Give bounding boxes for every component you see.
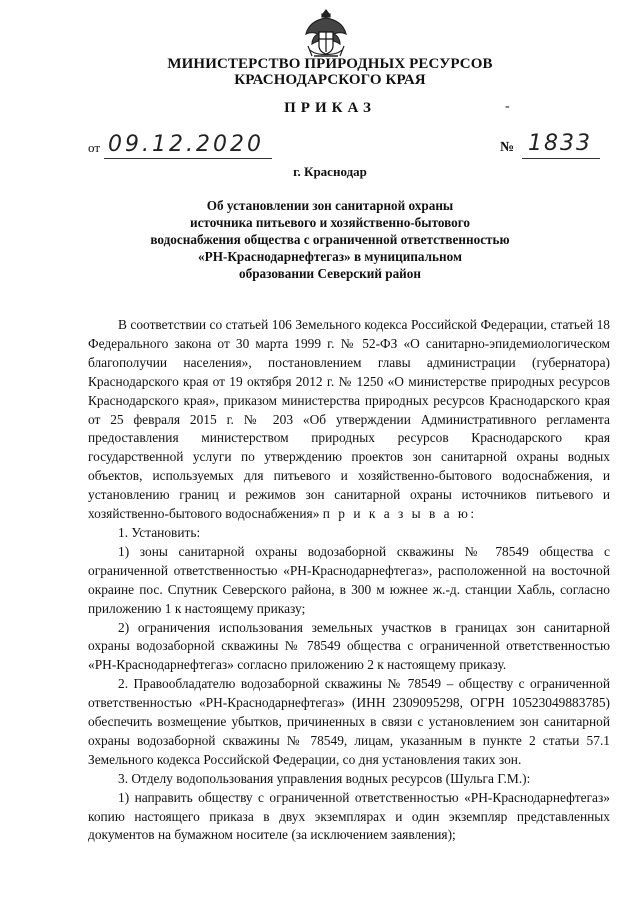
order-number: 1833 (528, 131, 592, 156)
body-paragraph: 1) направить обществу с ограниченной ответственностью «РН-Краснодарнефтегаз» копию настоящего приказа в двух экземплярах и один экземпляр представленных документов на бумажном носителе (за исключением заявления); (88, 789, 610, 843)
ministry-name (60, 56, 600, 88)
ministry-name-line1: МИНИСТЕРСТВО ПРИРОДНЫХ РЕСУРСОВ (167, 56, 493, 72)
body-paragraph: 3. Отделу водопользования управления водных ресурсов (Шульга Г.М.): (118, 770, 531, 786)
ministry-name-line2: КРАСНОДАРСКОГО КРАЯ (234, 72, 426, 88)
subject-line: источника питьевого и хозяйственно-бытового (189, 215, 471, 230)
order-body (88, 316, 610, 845)
header-dash: - (505, 99, 510, 114)
body-paragraph: 1. Установить: (118, 524, 201, 540)
city-line: г. Краснодар (293, 164, 367, 179)
coat-of-arms-emblem (300, 6, 352, 62)
body-paragraph: 2) ограничения использования земельных участков в границах зон санитарной охраны водозаборной скважины № 78549 общества с ограниченной ответственностью «РН-Краснодарнефтегаз» согласно приложению 2 к настоящему приказу. (88, 619, 610, 673)
order-verb: п р и к а з ы в а ю: (322, 506, 477, 522)
order-subject (120, 197, 540, 282)
body-paragraph: 1) зоны санитарной охраны водозаборной скважины № 78549 общества с ограниченной ответственностью «РН-Краснодарнефтегаз», расположенной на восточной окраине пос. Спутник Северского района, в 300 м южнее ж.-д. станции Хабль, согласно приложению 1 к настоящему приказу; (88, 543, 610, 616)
number-label: № (500, 140, 515, 155)
subject-line: образовании Северский район (239, 266, 421, 281)
subject-line: водоснабжения общества с ограниченной ответственностью (150, 232, 510, 247)
body-paragraph: 2. Правообладателю водозаборной скважины № 78549 – обществу с ограниченной ответственностью «РН-Краснодарнефтегаз» (ИНН 2309095298, ОГРН 1052304988378​5) обеспечить возмещение убытков, причиненных в связи с установлением зон санитарной охраны водозаборной скважины № 78549, лицам, указанным в пункте 2 статьи 57.1 Земельного кодекса Российской Федерации, со дня установления таких зон. (88, 676, 610, 767)
preamble-paragraph (88, 316, 610, 524)
order-date: 09.12.2020 (108, 132, 264, 157)
subject-line: «РН-Краснодарнефтегаз» в муниципальном (198, 249, 462, 264)
preamble-text: В соответствии со статьей 106 Земельного кодекса Российской Федерации, статьей 18 Федерального закона от 30 марта 1999 г. № 52-ФЗ «О санитарно-эпидемиологическом благополучии населения», постановлением главы администрации (губернатора) Краснодарского края от 19 октября 2012 г. № 1250 «О министерстве природных ресурсов Краснодарского края», приказом министерства природных ресурсов Краснодарского края от 25 февраля 2015 г. № 203 «Об утверждении Административного регламента предоставления министерством природных ресурсов Краснодарского края государственной услуги по утверждению проектов зон санитарной охраны водных объектов, используемых для питьевого и хозяйственно-бытового водоснабжения, и установлению границ и режимов зон санитарной охраны источников питьевого и хозяйственно-бытового водоснабжения» (88, 317, 610, 522)
number-underline (522, 158, 600, 159)
date-prefix: от (88, 140, 101, 155)
subject-line: Об установлении зон санитарной охраны (206, 198, 454, 213)
order-title: ПРИКАЗ (284, 100, 376, 116)
date-underline (104, 158, 272, 159)
